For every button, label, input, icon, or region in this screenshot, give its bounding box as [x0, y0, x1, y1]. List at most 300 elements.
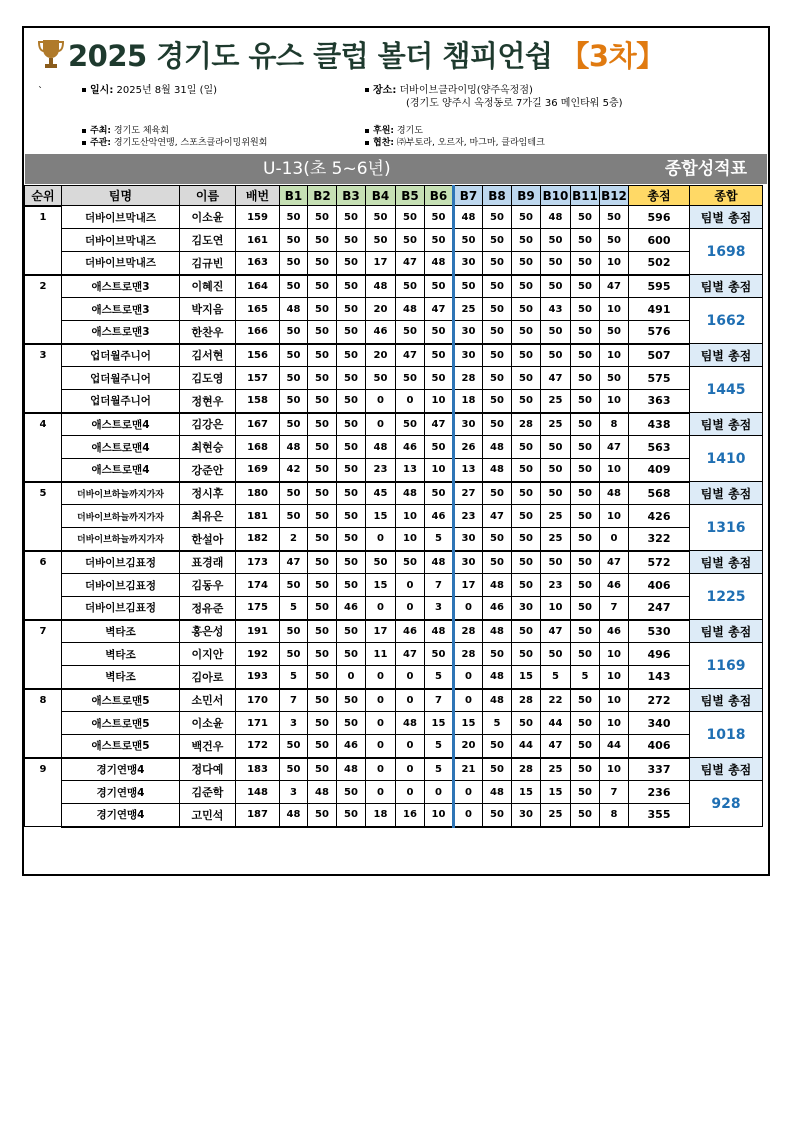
- problem-score-cell: 48: [454, 206, 483, 229]
- bullet-icon: [365, 141, 369, 145]
- athlete-name-cell: 이소윤: [180, 712, 236, 735]
- problem-score-cell: 28: [512, 689, 541, 712]
- col-header-problem: B12: [600, 186, 629, 206]
- problem-score-cell: 50: [571, 712, 600, 735]
- athlete-name-cell: 김서현: [180, 344, 236, 367]
- problem-score-cell: 50: [512, 643, 541, 666]
- athlete-name-cell: 김도영: [180, 367, 236, 390]
- problem-score-cell: 50: [425, 436, 454, 459]
- col-header-rank: 순위: [25, 186, 62, 206]
- problem-score-cell: 50: [483, 804, 512, 827]
- problem-score-cell: 10: [425, 804, 454, 827]
- problem-score-cell: 25: [454, 298, 483, 321]
- problem-score-cell: 15: [425, 712, 454, 735]
- problem-score-cell: 50: [280, 643, 308, 666]
- problem-score-cell: 48: [280, 804, 308, 827]
- problem-score-cell: 50: [337, 459, 366, 482]
- problem-score-cell: 47: [541, 367, 571, 390]
- problem-score-cell: 10: [600, 344, 629, 367]
- team-name-cell: 더바이브하늘까지가자: [62, 528, 180, 551]
- table-row: [25, 804, 763, 827]
- problem-score-cell: 48: [280, 436, 308, 459]
- support-label: 협찬:: [373, 138, 394, 148]
- problem-score-cell: 11: [366, 643, 396, 666]
- problem-score-cell: 50: [308, 505, 337, 528]
- team-name-cell: 더바이브김표정: [62, 597, 180, 620]
- problem-score-cell: 50: [483, 206, 512, 229]
- total-score-cell: 406: [629, 574, 690, 597]
- table-row: [25, 781, 763, 804]
- bib-cell: 169: [236, 459, 280, 482]
- sponsor-label: 후원:: [373, 126, 394, 136]
- problem-score-cell: 48: [396, 482, 425, 505]
- problem-score-cell: 48: [483, 689, 512, 712]
- team-name-cell: 업더월주니어: [62, 344, 180, 367]
- total-score-cell: 600: [629, 229, 690, 252]
- team-total-value: 1445: [690, 367, 763, 413]
- problem-score-cell: 48: [483, 620, 512, 643]
- results-sheet: [22, 26, 770, 876]
- team-total-label: 팀별 총점: [690, 413, 763, 436]
- problem-score-cell: 0: [366, 597, 396, 620]
- problem-score-cell: 8: [600, 413, 629, 436]
- problem-score-cell: 47: [600, 436, 629, 459]
- team-total-label: 팀별 총점: [690, 206, 763, 229]
- problem-score-cell: 5: [425, 735, 454, 758]
- bib-cell: 183: [236, 758, 280, 781]
- problem-score-cell: 0: [454, 781, 483, 804]
- problem-score-cell: 46: [600, 574, 629, 597]
- problem-score-cell: 50: [280, 482, 308, 505]
- team-name-cell: 업더월주니어: [62, 390, 180, 413]
- problem-score-cell: 25: [541, 390, 571, 413]
- bullet-icon: [82, 129, 86, 133]
- bib-cell: 148: [236, 781, 280, 804]
- venue-label: 장소:: [373, 85, 397, 96]
- problem-score-cell: 50: [425, 229, 454, 252]
- problem-score-cell: 0: [425, 781, 454, 804]
- problem-score-cell: 47: [396, 643, 425, 666]
- total-score-cell: 507: [629, 344, 690, 367]
- problem-score-cell: 46: [337, 597, 366, 620]
- problem-score-cell: 50: [483, 298, 512, 321]
- bib-cell: 172: [236, 735, 280, 758]
- col-header-team: 팀명: [62, 186, 180, 206]
- problem-score-cell: 10: [396, 528, 425, 551]
- problem-score-cell: 50: [571, 781, 600, 804]
- problem-score-cell: 15: [366, 505, 396, 528]
- problem-score-cell: 50: [512, 620, 541, 643]
- problem-score-cell: 25: [541, 528, 571, 551]
- problem-score-cell: 50: [308, 344, 337, 367]
- problem-score-cell: 50: [308, 804, 337, 827]
- total-score-cell: 236: [629, 781, 690, 804]
- problem-score-cell: 48: [366, 436, 396, 459]
- organizer-label: 주관:: [90, 138, 111, 148]
- problem-score-cell: 23: [454, 505, 483, 528]
- problem-score-cell: 30: [512, 804, 541, 827]
- problem-score-cell: 50: [366, 229, 396, 252]
- problem-score-cell: 50: [280, 252, 308, 275]
- bib-cell: 165: [236, 298, 280, 321]
- problem-score-cell: 30: [454, 321, 483, 344]
- athlete-name-cell: 정다예: [180, 758, 236, 781]
- problem-score-cell: 44: [512, 735, 541, 758]
- problem-score-cell: 50: [541, 459, 571, 482]
- table-row: [25, 229, 763, 252]
- bib-cell: 161: [236, 229, 280, 252]
- bib-cell: 158: [236, 390, 280, 413]
- team-total-label: 팀별 총점: [690, 344, 763, 367]
- problem-score-cell: 50: [483, 390, 512, 413]
- problem-score-cell: 50: [512, 390, 541, 413]
- team-name-cell: 벽타조: [62, 643, 180, 666]
- problem-score-cell: 0: [396, 574, 425, 597]
- table-row: [25, 597, 763, 620]
- problem-score-cell: 23: [541, 574, 571, 597]
- bib-cell: 163: [236, 252, 280, 275]
- team-total-value: 1316: [690, 505, 763, 551]
- problem-score-cell: 0: [396, 597, 425, 620]
- team-name-cell: 애스트로맨4: [62, 436, 180, 459]
- team-name-cell: 벽타조: [62, 620, 180, 643]
- problem-score-cell: 48: [337, 758, 366, 781]
- problem-score-cell: 30: [454, 413, 483, 436]
- problem-score-cell: 50: [280, 275, 308, 298]
- athlete-name-cell: 소민서: [180, 689, 236, 712]
- total-score-cell: 563: [629, 436, 690, 459]
- problem-score-cell: 10: [600, 390, 629, 413]
- problem-score-cell: 50: [483, 321, 512, 344]
- problem-score-cell: 28: [512, 413, 541, 436]
- problem-score-cell: 50: [483, 367, 512, 390]
- athlete-name-cell: 이소윤: [180, 206, 236, 229]
- col-header-total: 총점: [629, 186, 690, 206]
- table-row: [25, 367, 763, 390]
- team-total-label: 팀별 총점: [690, 758, 763, 781]
- problem-score-cell: 5: [483, 712, 512, 735]
- problem-score-cell: 7: [425, 574, 454, 597]
- problem-score-cell: 50: [541, 229, 571, 252]
- problem-score-cell: 50: [571, 574, 600, 597]
- problem-score-cell: 50: [337, 436, 366, 459]
- problem-score-cell: 0: [366, 712, 396, 735]
- problem-score-cell: 50: [308, 643, 337, 666]
- total-score-cell: 409: [629, 459, 690, 482]
- team-name-cell: 애스트로맨5: [62, 712, 180, 735]
- col-header-problem: B8: [483, 186, 512, 206]
- problem-score-cell: 15: [512, 666, 541, 689]
- problem-score-cell: 0: [366, 758, 396, 781]
- problem-score-cell: 50: [541, 436, 571, 459]
- problem-score-cell: 50: [571, 390, 600, 413]
- col-header-overall: 종합: [690, 186, 763, 206]
- problem-score-cell: 2: [280, 528, 308, 551]
- problem-score-cell: 0: [396, 735, 425, 758]
- problem-score-cell: 20: [366, 298, 396, 321]
- division-banner: [25, 154, 767, 184]
- problem-score-cell: 50: [396, 229, 425, 252]
- problem-score-cell: 7: [280, 689, 308, 712]
- problem-score-cell: 48: [600, 482, 629, 505]
- problem-score-cell: 0: [366, 413, 396, 436]
- team-total-value: 1662: [690, 298, 763, 344]
- organizer-value: 경기도산악연맹, 스포츠클라이밍위원회: [113, 138, 268, 148]
- problem-score-cell: 44: [541, 712, 571, 735]
- problem-score-cell: 28: [512, 758, 541, 781]
- problem-score-cell: 0: [396, 781, 425, 804]
- rank-cell: 1: [25, 206, 62, 275]
- stray-mark: `: [38, 86, 43, 97]
- bib-cell: 170: [236, 689, 280, 712]
- rank-cell: 7: [25, 620, 62, 689]
- problem-score-cell: 10: [600, 666, 629, 689]
- problem-score-cell: 50: [308, 321, 337, 344]
- team-total-value: 928: [690, 781, 763, 827]
- problem-score-cell: 50: [483, 735, 512, 758]
- problem-score-cell: 50: [571, 459, 600, 482]
- problem-score-cell: 50: [308, 390, 337, 413]
- problem-score-cell: 50: [571, 229, 600, 252]
- problem-score-cell: 20: [366, 344, 396, 367]
- problem-score-cell: 50: [337, 643, 366, 666]
- team-total-label: 팀별 총점: [690, 551, 763, 574]
- problem-score-cell: 50: [366, 206, 396, 229]
- problem-score-cell: 50: [512, 551, 541, 574]
- problem-score-cell: 50: [396, 367, 425, 390]
- team-name-cell: 애스트로맨3: [62, 298, 180, 321]
- rank-cell: 3: [25, 344, 62, 413]
- problem-score-cell: 30: [454, 551, 483, 574]
- table-row: [25, 551, 763, 574]
- problem-score-cell: 0: [366, 781, 396, 804]
- title-round: 【3차】: [560, 38, 665, 73]
- team-name-cell: 더바이브김표정: [62, 551, 180, 574]
- team-name-cell: 애스트로맨3: [62, 321, 180, 344]
- problem-score-cell: 50: [280, 344, 308, 367]
- problem-score-cell: 47: [600, 551, 629, 574]
- table-row: [25, 689, 763, 712]
- problem-score-cell: 22: [541, 689, 571, 712]
- team-name-cell: 더바이브막내즈: [62, 206, 180, 229]
- problem-score-cell: 50: [396, 413, 425, 436]
- problem-score-cell: 50: [425, 275, 454, 298]
- team-name-cell: 애스트로맨5: [62, 689, 180, 712]
- team-name-cell: 더바이브막내즈: [62, 252, 180, 275]
- problem-score-cell: 10: [600, 252, 629, 275]
- problem-score-cell: 28: [454, 643, 483, 666]
- athlete-name-cell: 최현승: [180, 436, 236, 459]
- problem-score-cell: 50: [512, 321, 541, 344]
- problem-score-cell: 28: [454, 367, 483, 390]
- problem-score-cell: 50: [541, 344, 571, 367]
- rank-cell: 9: [25, 758, 62, 827]
- team-name-cell: 애스트로맨4: [62, 459, 180, 482]
- table-row: [25, 666, 763, 689]
- problem-score-cell: 50: [600, 229, 629, 252]
- problem-score-cell: 5: [280, 666, 308, 689]
- athlete-name-cell: 김도연: [180, 229, 236, 252]
- problem-score-cell: 46: [396, 436, 425, 459]
- problem-score-cell: 50: [541, 643, 571, 666]
- problem-score-cell: 50: [571, 344, 600, 367]
- problem-score-cell: 23: [366, 459, 396, 482]
- event-date: [82, 84, 217, 97]
- total-score-cell: 322: [629, 528, 690, 551]
- problem-score-cell: 0: [366, 735, 396, 758]
- problem-score-cell: 50: [337, 367, 366, 390]
- total-score-cell: 340: [629, 712, 690, 735]
- problem-score-cell: 10: [425, 390, 454, 413]
- athlete-name-cell: 표경래: [180, 551, 236, 574]
- problem-score-cell: 50: [337, 252, 366, 275]
- problem-score-cell: 50: [337, 689, 366, 712]
- problem-score-cell: 5: [425, 528, 454, 551]
- problem-score-cell: 15: [541, 781, 571, 804]
- bullet-icon: [82, 141, 86, 145]
- athlete-name-cell: 김준학: [180, 781, 236, 804]
- problem-score-cell: 50: [366, 551, 396, 574]
- problem-score-cell: 50: [512, 229, 541, 252]
- problem-score-cell: 50: [337, 206, 366, 229]
- problem-score-cell: 50: [512, 574, 541, 597]
- problem-score-cell: 18: [366, 804, 396, 827]
- problem-score-cell: 47: [483, 505, 512, 528]
- problem-score-cell: 48: [396, 712, 425, 735]
- problem-score-cell: 50: [308, 574, 337, 597]
- problem-score-cell: 48: [541, 206, 571, 229]
- problem-score-cell: 50: [454, 229, 483, 252]
- results-table: [24, 185, 763, 828]
- problem-score-cell: 10: [600, 643, 629, 666]
- total-score-cell: 502: [629, 252, 690, 275]
- problem-score-cell: 50: [280, 620, 308, 643]
- problem-score-cell: 50: [308, 298, 337, 321]
- problem-score-cell: 10: [600, 298, 629, 321]
- col-header-problem: B9: [512, 186, 541, 206]
- problem-score-cell: 50: [337, 505, 366, 528]
- problem-score-cell: 50: [280, 229, 308, 252]
- title-main: 2025 경기도 유스 클럽 볼더 챔피언쉽: [68, 38, 553, 73]
- table-row: [25, 275, 763, 298]
- problem-score-cell: 50: [280, 735, 308, 758]
- problem-score-cell: 0: [454, 689, 483, 712]
- problem-score-cell: 50: [337, 574, 366, 597]
- total-score-cell: 568: [629, 482, 690, 505]
- athlete-name-cell: 이지안: [180, 643, 236, 666]
- problem-score-cell: 5: [425, 758, 454, 781]
- team-total-value: 1018: [690, 712, 763, 758]
- athlete-name-cell: 한설아: [180, 528, 236, 551]
- bib-cell: 171: [236, 712, 280, 735]
- problem-score-cell: 15: [454, 712, 483, 735]
- problem-score-cell: 48: [483, 781, 512, 804]
- bib-cell: 193: [236, 666, 280, 689]
- problem-score-cell: 46: [366, 321, 396, 344]
- team-name-cell: 벽타조: [62, 666, 180, 689]
- problem-score-cell: 5: [280, 597, 308, 620]
- team-total-label: 팀별 총점: [690, 620, 763, 643]
- total-score-cell: 438: [629, 413, 690, 436]
- problem-score-cell: 50: [541, 275, 571, 298]
- bib-cell: 191: [236, 620, 280, 643]
- problem-score-cell: 50: [512, 206, 541, 229]
- table-row: [25, 252, 763, 275]
- problem-score-cell: 47: [425, 413, 454, 436]
- problem-score-cell: 0: [454, 666, 483, 689]
- total-score-cell: 572: [629, 551, 690, 574]
- problem-score-cell: 50: [541, 551, 571, 574]
- athlete-name-cell: 김동우: [180, 574, 236, 597]
- problem-score-cell: 50: [337, 390, 366, 413]
- event-sponsor: [365, 125, 545, 149]
- bib-cell: 167: [236, 413, 280, 436]
- problem-score-cell: 50: [308, 735, 337, 758]
- problem-score-cell: 7: [425, 689, 454, 712]
- problem-score-cell: 10: [600, 689, 629, 712]
- problem-score-cell: 0: [396, 666, 425, 689]
- col-header-problem: B11: [571, 186, 600, 206]
- problem-score-cell: 50: [308, 275, 337, 298]
- problem-score-cell: 16: [396, 804, 425, 827]
- problem-score-cell: 50: [571, 275, 600, 298]
- problem-score-cell: 50: [280, 758, 308, 781]
- problem-score-cell: 50: [337, 321, 366, 344]
- problem-score-cell: 50: [308, 436, 337, 459]
- col-header-problem: B10: [541, 186, 571, 206]
- problem-score-cell: 3: [280, 712, 308, 735]
- problem-score-cell: 50: [337, 804, 366, 827]
- problem-score-cell: 10: [600, 758, 629, 781]
- problem-score-cell: 50: [280, 390, 308, 413]
- athlete-name-cell: 김아로: [180, 666, 236, 689]
- problem-score-cell: 17: [366, 620, 396, 643]
- bib-cell: 175: [236, 597, 280, 620]
- team-name-cell: 더바이브김표정: [62, 574, 180, 597]
- athlete-name-cell: 백건우: [180, 735, 236, 758]
- problem-score-cell: 50: [512, 344, 541, 367]
- problem-score-cell: 45: [366, 482, 396, 505]
- problem-score-cell: 7: [600, 597, 629, 620]
- problem-score-cell: 50: [571, 206, 600, 229]
- problem-score-cell: 28: [454, 620, 483, 643]
- athlete-name-cell: 박지음: [180, 298, 236, 321]
- problem-score-cell: 17: [366, 252, 396, 275]
- rank-cell: 8: [25, 689, 62, 758]
- problem-score-cell: 26: [454, 436, 483, 459]
- problem-score-cell: 50: [280, 413, 308, 436]
- problem-score-cell: 50: [571, 482, 600, 505]
- problem-score-cell: 50: [337, 344, 366, 367]
- athlete-name-cell: 최유은: [180, 505, 236, 528]
- col-header-problem: B2: [308, 186, 337, 206]
- problem-score-cell: 48: [483, 574, 512, 597]
- problem-score-cell: 50: [483, 275, 512, 298]
- total-score-cell: 491: [629, 298, 690, 321]
- bullet-icon: [82, 88, 86, 92]
- problem-score-cell: 13: [454, 459, 483, 482]
- total-score-cell: 337: [629, 758, 690, 781]
- total-score-cell: 406: [629, 735, 690, 758]
- problem-score-cell: 50: [483, 551, 512, 574]
- bib-cell: 181: [236, 505, 280, 528]
- team-name-cell: 업더월주니어: [62, 367, 180, 390]
- rank-cell: 4: [25, 413, 62, 482]
- rank-cell: 6: [25, 551, 62, 620]
- problem-score-cell: 50: [512, 712, 541, 735]
- table-row: [25, 344, 763, 367]
- problem-score-cell: 50: [483, 643, 512, 666]
